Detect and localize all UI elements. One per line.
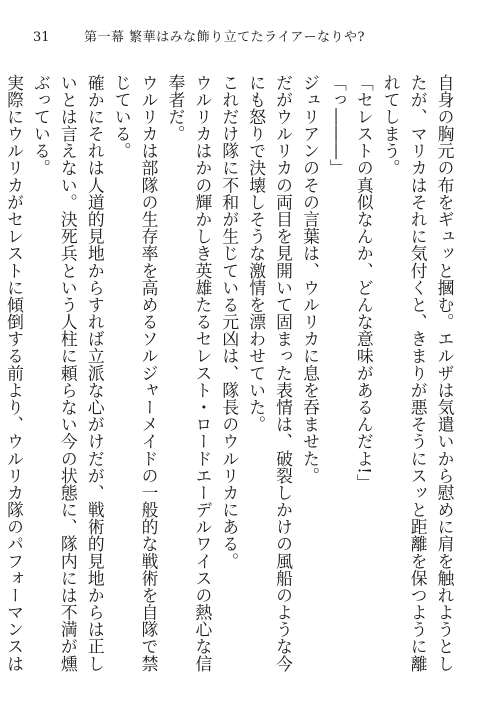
paragraph: ウルリカは部隊の生存率を高めるソルジャーメイドの一般的な戦術を自隊で禁じている。 xyxy=(112,74,160,673)
paragraph: 自身の胸元の布をギュッと摑む。エルザは気遣いから慰めに肩を触れようとしたが、マリカはそれに気付くと、きまりが悪そうにスッと距離を保つように離れてしまう。 xyxy=(381,74,455,673)
paragraph: これだけ隊に不和が生じている元凶は、隊長のウルリカにある。 xyxy=(219,74,240,570)
paragraph: ジュリアンのその言葉は、ウルリカに息を吞ませた。 xyxy=(300,74,321,485)
body-text xyxy=(4,74,458,678)
page-header xyxy=(0,30,500,48)
paragraph: 確かにそれは人道的見地からすれば立派な心がけだが、戦術的見地からは正しいとは言えない。決死兵という人柱に頼らない今の状態に、隊内には不満が燻ぶっている。 xyxy=(31,74,106,673)
paragraph: だがウルリカの両目を見開いて固まった表情は、破裂しかけの風船のような今にも怒りで決壊しそうな激情を漂わせていた。 xyxy=(246,74,294,673)
running-head: 第一幕 繁華はみな飾り立てたライアーなりや? xyxy=(84,30,365,45)
paragraph: 「っ―――」 xyxy=(327,74,348,177)
paragraph: 実際にウルリカがセレストに傾倒する前より、ウルリカ隊のパフォーマンスは xyxy=(4,74,25,673)
paragraph: ウルリカはかの輝かしき英雄たるセレスト・ロードエーデルワイスの熱心な信奉者だ。 xyxy=(165,74,213,673)
paragraph: 「セレストの真似なんか、どんな意味があるんだよ!」 xyxy=(354,74,375,492)
page-number: 31 xyxy=(33,30,50,45)
